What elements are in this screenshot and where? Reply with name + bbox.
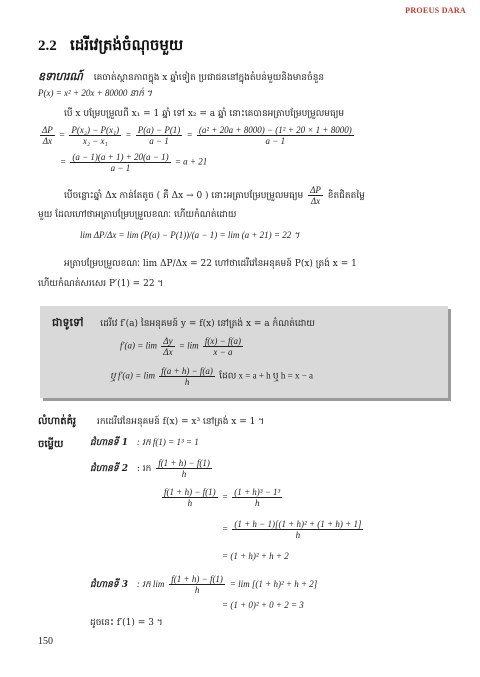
definition-box — [40, 306, 448, 398]
frac-factored: $\frac{(a - 1)(a + 1) + 20(a - 1)}{a - 1}$ — [72, 152, 169, 173]
exercise-label: លំហាត់គំរូ — [38, 416, 77, 427]
section-title — [38, 36, 183, 58]
step2-line3: = (1 + h)² + h + 2 — [222, 551, 289, 561]
step1 — [90, 437, 199, 450]
frac-para1: $\frac{\Delta P}{\Delta x}$ — [310, 185, 321, 206]
definition-intro: ដេរីវេ f′(a) នៃអនុគមន៍ y = f(x) នៅត្រង់ x = a កំណត់ដោយ — [100, 319, 315, 329]
section-title-text: ដេរីវេត្រង់ចំណុចមួយ — [69, 36, 184, 54]
page-number: 150 — [38, 636, 53, 647]
frac-px2-px1: $\frac{\text{P(x₂) − P(x₁)}}{\text{x₂ − x₁}}$ — [71, 125, 120, 146]
frac-dy-dx: $\frac{\Delta y}{\Delta x}$ — [163, 336, 173, 357]
step2-line2: = $\frac{\text{(1 + h − 1)[(1 + h)² + (1 + h) + 1]}}{h}$ — [222, 519, 362, 540]
example-text-3: បើ x បម្រែបម្រួលពី x₁ = 1 ឆ្នាំ ទៅ x₂ = a ឆ្នាំ នោះគេបានអត្រាបម្រែបម្រួលមធ្យម — [64, 109, 345, 119]
definition-formula-1 — [120, 336, 245, 357]
frac-expanded: $\frac{\text{(a² + 20a + 8000) − (1² + 20 × 1 + 8000)}}{a - 1}$ — [198, 125, 352, 146]
para1-a: បើចន្លោះឆ្នាំ Δx កាន់តែតូច ( គឺ Δx → 0 ) នោះអត្រាបម្រែបម្រួលមធ្យម — [64, 191, 304, 201]
f1-mid: = lim — [178, 340, 199, 351]
example-text-2: P(x) = x² + 20x + 80000 នាក់ ។ — [38, 88, 153, 98]
f2-suffix: ដែល x = a + h ឬ h = x − a — [219, 370, 314, 381]
definition-intro-line — [52, 316, 315, 332]
answer-label: ចម្លើយ — [38, 439, 64, 450]
frac-s2-l1r: $\frac{\text{(1 + h)³ − 1³}}{h}$ — [234, 487, 281, 508]
example-label: ឧទាហរណ៍ — [38, 70, 83, 83]
step3-text: : រក lim — [136, 579, 165, 589]
para1-b: ខិតជិតតម្លៃ — [327, 191, 365, 201]
eq2-result: = a + 21 — [174, 156, 208, 167]
frac-pa-p1: $\frac{P(a) - P(1)}{a - 1}$ — [137, 125, 181, 146]
brand-header: PROEUS DARA — [405, 6, 466, 15]
f2-prefix: ឬ f′(a) = lim — [110, 370, 155, 381]
step3-label: ជំហានទី 3 — [90, 580, 128, 590]
para1-c: មួយ ដែលហៅថាអត្រាបម្រែបម្រួលខណៈ ហើយកំណត់ដោយ — [38, 210, 237, 220]
step1-label: ជំហានទី 1 — [90, 438, 128, 448]
frac-fah-fa: $\frac{f(a + h) - f(a)}{h}$ — [161, 366, 213, 387]
step1-text: : រក f(1) = 1³ = 1 — [136, 437, 199, 447]
definition-formula-2 — [110, 366, 313, 387]
step2 — [90, 458, 214, 479]
step2-text: : រក — [136, 464, 152, 474]
frac-dp-dx: $\frac{\Delta P}{\Delta x}$ — [42, 125, 53, 146]
paragraph-instant-rate: អត្រាបម្រែបម្រួលខណៈ lim ΔP/Δx = 22 ហៅថាដេរីវេនៃអនុគមន៍ P(x) ត្រង់ x = 1 — [64, 259, 357, 269]
frac-s2-l1: $\frac{f(1 + h) - f(1)}{h}$ — [164, 487, 216, 508]
paragraph-notation: ហើយកំណត់សរសេរ P′(1) = 22 ។ — [38, 279, 164, 289]
frac-step2: $\frac{f(1 + h) - f(1)}{h}$ — [158, 458, 210, 479]
step2-label: ជំហានទី 2 — [90, 464, 128, 474]
definition-label: ជាទូទៅ — [52, 316, 84, 329]
conclusion: ដូចនេះ f′(1) = 3 ។ — [90, 618, 163, 628]
frac-fx-fa: $\frac{f(x) - f(a)}{x - a}$ — [204, 336, 241, 357]
limit-equation: lim ΔP/Δx = lim (P(a) − P(1))/(a − 1) = lim (a + 21) = 22 ។ — [80, 230, 300, 240]
step2-line1: $\frac{f(1 + h) - f(1)}{h}$ = $\frac{\text{(1 + h)³ − 1³}}{h}$ — [164, 487, 281, 508]
step3-final: = (1 + 0)² + 0 + 2 = 3 — [222, 600, 304, 610]
equation-avg-rate: $\frac{\Delta P}{\Delta x}$ = $\frac{\text{P(x₂) − P(x₁)}}{\text{x₂ − x₁}}$ = $\frac{P(a) - P(1)}{a - 1}$ = $\frac{\text{(a² + 20a + 8000) − (1² + 20 × 1 + 8000)}}{a - 1}$ — [42, 125, 352, 146]
step3 — [90, 574, 317, 595]
section-number: 2.2 — [38, 38, 57, 54]
f1-lhs: f′(a) = lim — [120, 340, 158, 351]
answer-line — [38, 437, 63, 452]
example-text-1: គេចាត់ស្ថានភាពក្នុង x ឆ្នាំទៀត ប្រជាជននៅក្នុងតំបន់មួយនិងមានចំនួន — [93, 73, 325, 83]
paragraph-limit-intro — [64, 185, 365, 206]
frac-step3: $\frac{f(1 + h) - f(1)}{h}$ — [171, 574, 223, 595]
exercise-line — [38, 414, 264, 429]
example-line1 — [38, 70, 324, 86]
step3-result: = lim [(1 + h)² + h + 2] — [229, 579, 318, 589]
frac-s2-l2: $\frac{\text{(1 + h − 1)[(1 + h)² + (1 + h) + 1]}}{h}$ — [234, 519, 362, 540]
equation-simplified: = $\frac{(a - 1)(a + 1) + 20(a - 1)}{a - 1}$ = a + 21 — [60, 152, 208, 173]
exercise-task: រកដេរីវេនៃអនុគមន៍ f(x) = x³ នៅត្រង់ x = 1 ។ — [96, 417, 265, 427]
